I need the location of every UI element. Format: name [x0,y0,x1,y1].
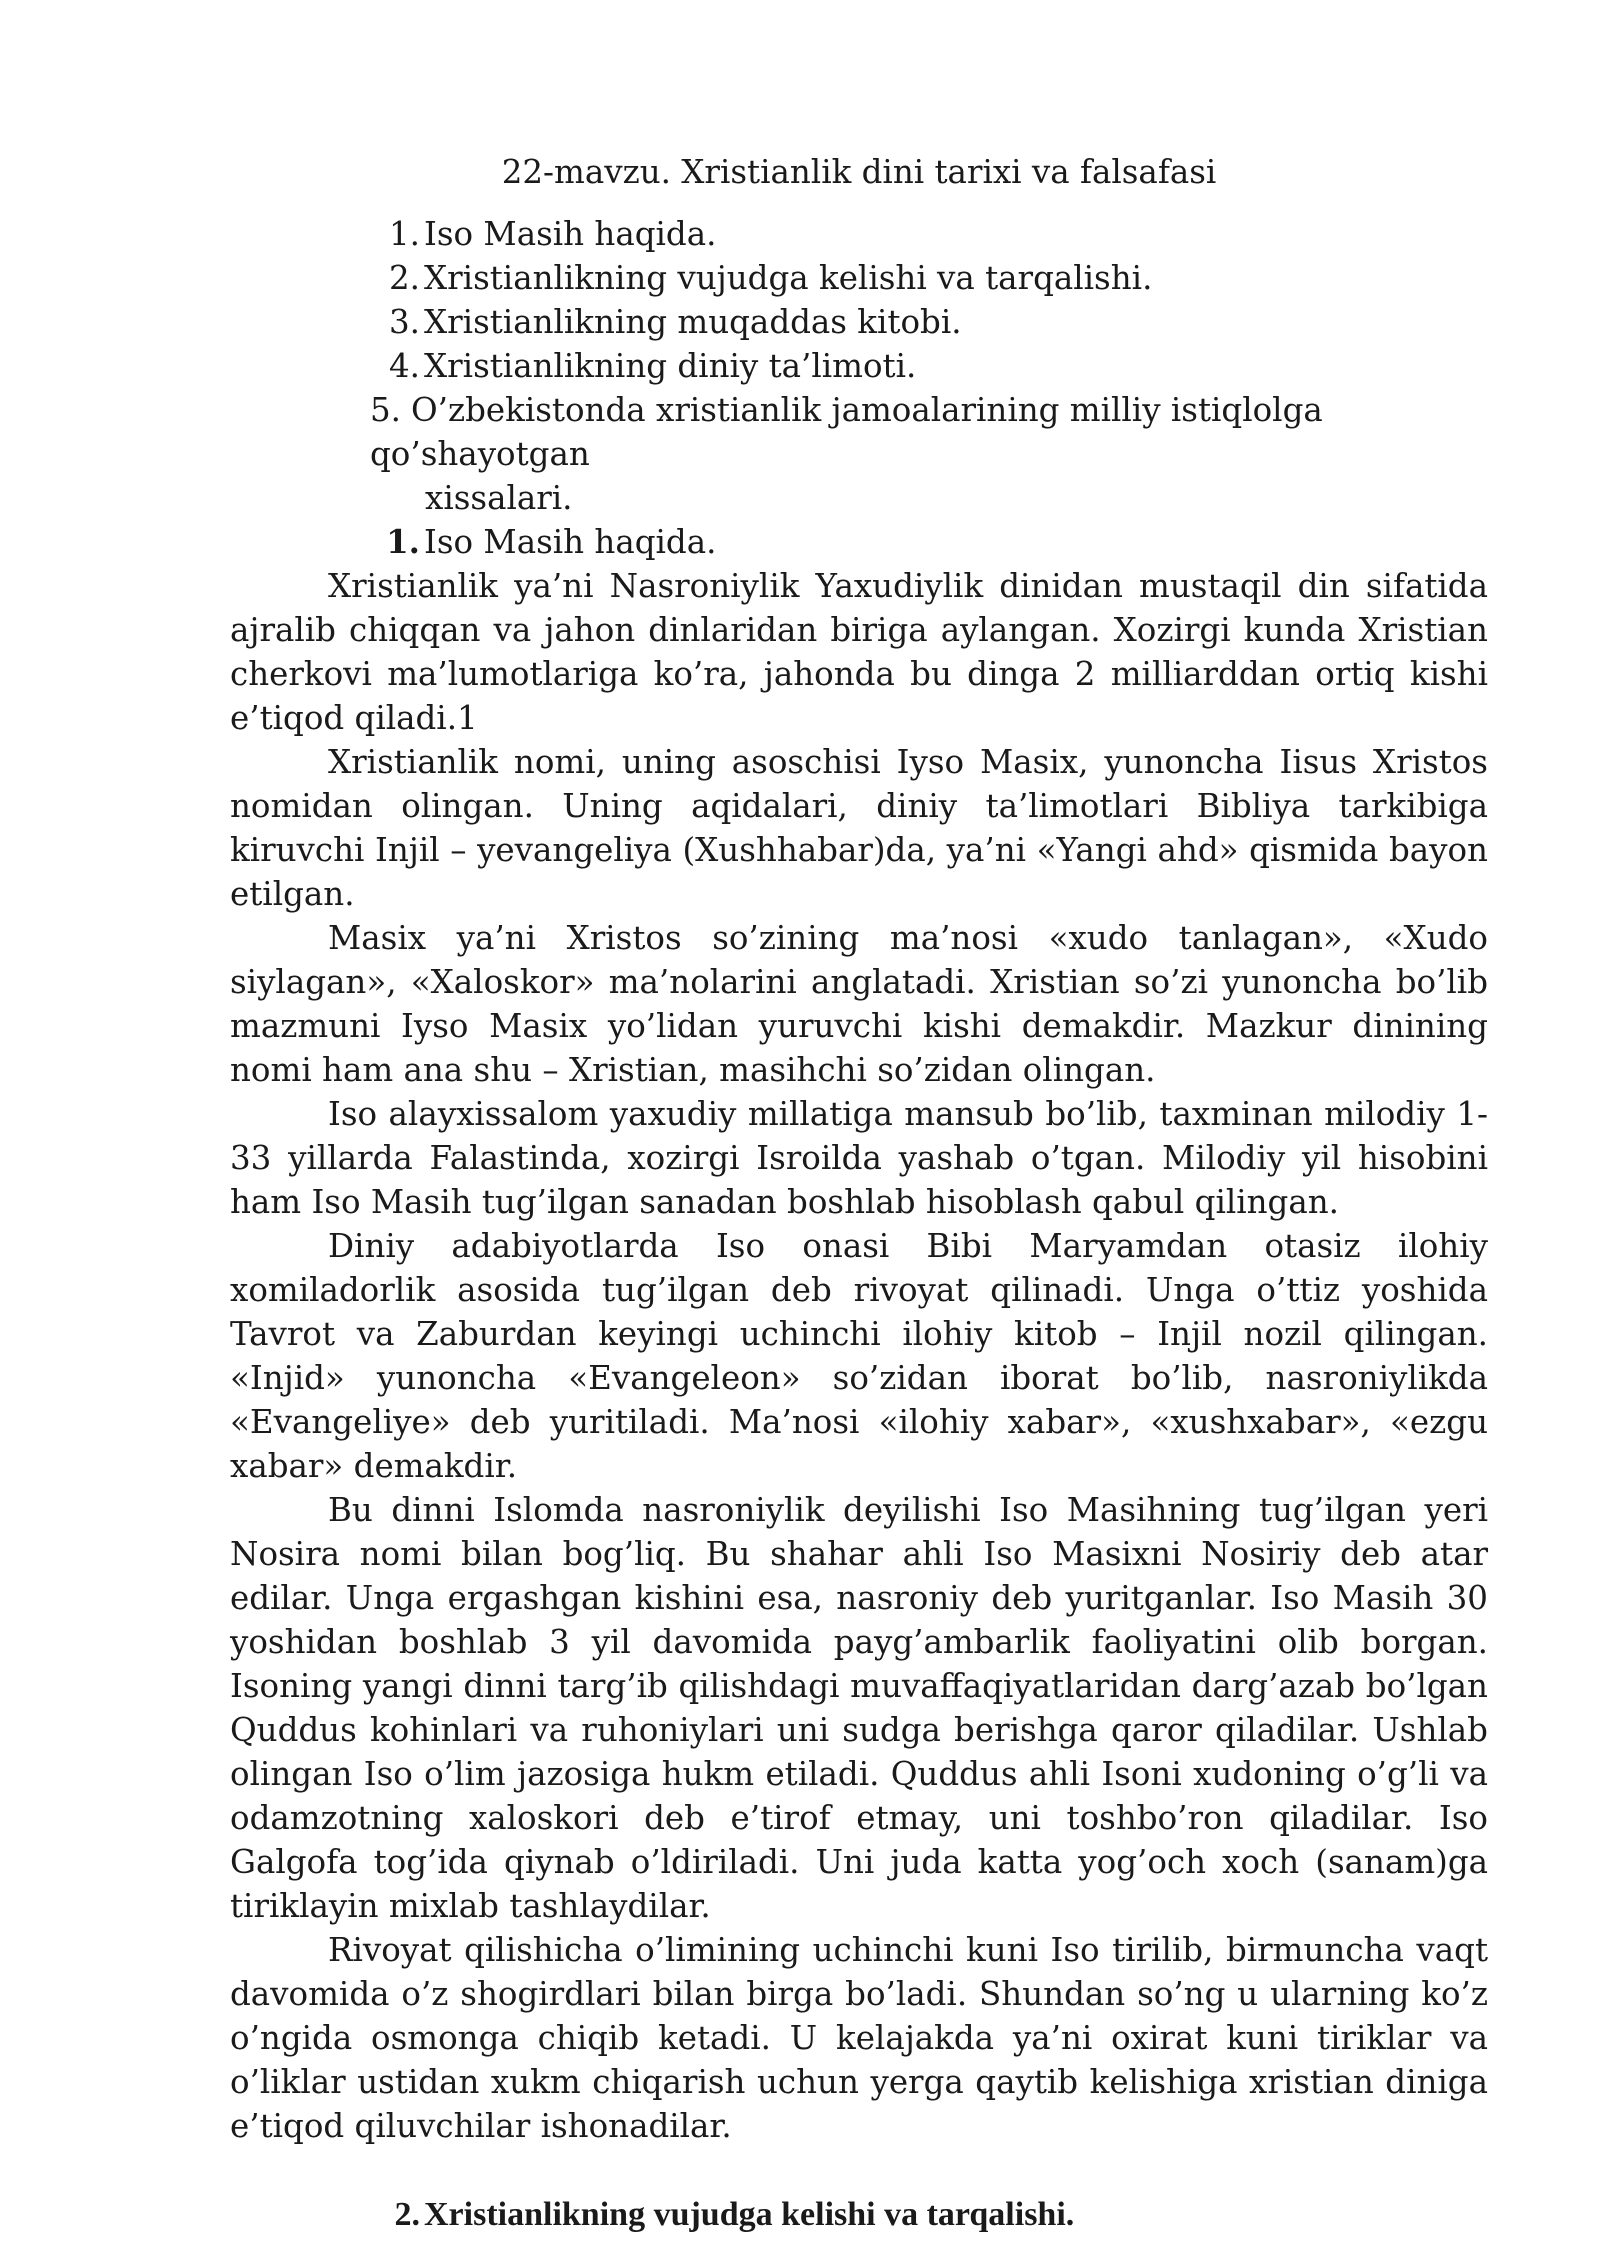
plan-item-text: Xristianlikning muqaddas kitobi. [424,303,962,341]
paragraph-3: Masix ya’ni Xristos so’zining ma’nosi «xudo tanlagan», «Xudo siylagan», «Xaloskor» ma’nolarini anglatadi. Xristian so’zi yunoncha bo’lib mazmuni Iyso Masix yo’lidan yuruvchi kishi demakdir. Mazkur dinining nomi ham ana shu – Xristian, masihchi so’zidan olingan. [230,919,1488,1089]
section-1-heading [230,520,1488,564]
paragraph-7: Rivoyat qilishicha o’limining uchinchi kuni Iso tirilib, birmuncha vaqt davomida o’z shogirdlari bilan birga bo’ladi. Shundan so’ng u ularning ko’z o’ngida osmonga chiqib ketadi. U kelajakda ya’ni oxirat kuni tiriklar va o’liklar ustidan xukm chiqarish uchun yerga qaytib kelishiga xristian diniga e’tiqod qiluvchilar ishonadilar. [230,1931,1488,2145]
paragraph-6: Bu dinni Islomda nasroniylik deyilishi Iso Masihning tug’ilgan yeri Nosira nomi bilan bog’liq. Bu shahar ahli Iso Masixni Nosiriy deb atar edilar. Unga ergashgan kishini esa, nasroniy deb yuritganlar. Iso Masih 30 yoshidan boshlab 3 yil davomida payg’ambarlik faoliyatini olib borgan. Isoning yangi dinni targ’ib qilishdagi muvaffaqiyatlaridan darg’azab bo’lgan Quddus kohinlari va ruhoniylari uni sudga berishga qaror qiladilar. Ushlab olingan Iso o’lim jazosiga hukm etiladi. Quddus ahli Isoni xudoning o’g’li va odamzotning xaloskori deb e’tirof etmay, uni toshbo’ron qiladilar. Iso Galgofa tog’ida qiynab o’ldiriladi. Uni juda katta yog’och xoch (sanam)ga tiriklayin mixlab tashlaydilar. [230,1491,1488,1925]
plan-item-5 [230,388,1488,520]
section-2-heading [230,2192,1488,2238]
plan-item-number: 5. [370,391,402,429]
plan-item-4 [230,344,1488,388]
topic-plan-list [230,212,1488,520]
section-1-number: 1. [386,522,420,561]
document-content [230,150,1488,2238]
plan-item-text: Xristianlikning vujudga kelishi va tarqalishi. [424,259,1153,297]
section-1-heading-text: Iso Masih haqida. [424,523,717,561]
section-2-number: 2. [394,2196,420,2233]
page-title: 22-mavzu. Xristianlik dini tarixi va falsafasi [501,153,1217,191]
plan-item-2 [230,256,1488,300]
plan-item-1 [230,212,1488,256]
plan-item-number: 3. [388,303,420,341]
section-2-heading-text: Xristianlikning vujudga kelishi va tarqalishi. [424,2196,1075,2233]
plan-item-number: 2. [388,259,420,297]
paragraph-2: Xristianlik nomi, uning asoschisi Iyso Masix, yunoncha Iisus Xristos nomidan olingan. Uning aqidalari, diniy ta’limotlari Bibliya tarkibiga kiruvchi Injil – yevangeliya (Xushhabar)da, ya’ni «Yangi ahd» qismida bayon etilgan. [230,743,1488,913]
plan-item-number: 4. [388,347,420,385]
paragraph-5: Diniy adabiyotlarda Iso onasi Bibi Maryamdan otasiz ilohiy xomiladorlik asosida tug’ilgan deb rivoyat qilinadi. Unga o’ttiz yoshida Tavrot va Zaburdan keyingi uchinchi ilohiy kitob – Injil nozil qilingan. «Injid» yunoncha «Evangeleon» so’zidan iborat bo’lib, nasroniylikda «Evangeliye» deb yuritiladi. Ma’nosi «ilohiy xabar», «xushxabar», «ezgu xabar» demakdir. [230,1227,1488,1485]
paragraph-1: Xristianlik ya’ni Nasroniylik Yaxudiylik dinidan mustaqil din sifatida ajralib chiqqan va jahon dinlaridan biriga aylangan. Xozirgi kunda Xristian cherkovi ma’lumotlariga ko’ra, jahonda bu dinga 2 milliarddan ortiq kishi e’tiqod qiladi.1 [230,567,1488,737]
plan-item-3 [230,300,1488,344]
plan-item-text-line1: O’zbekistonda xristianlik jamoalarining milliy istiqlolga qo’shayotgan [370,391,1323,473]
plan-item-number: 1. [388,215,420,253]
plan-item-text: Iso Masih haqida. [424,215,717,253]
plan-item-text-line2: xissalari. [425,479,573,517]
paragraph-4: Iso alayxissalom yaxudiy millatiga mansub bo’lib, taxminan milodiy 1-33 yillarda Falastinda, xozirgi Isroilda yashab o’tgan. Milodiy yil hisobini ham Iso Masih tug’ilgan sanadan boshlab hisoblash qabul qilingan. [230,1095,1488,1221]
plan-item-text: Xristianlikning diniy ta’limoti. [424,347,917,385]
